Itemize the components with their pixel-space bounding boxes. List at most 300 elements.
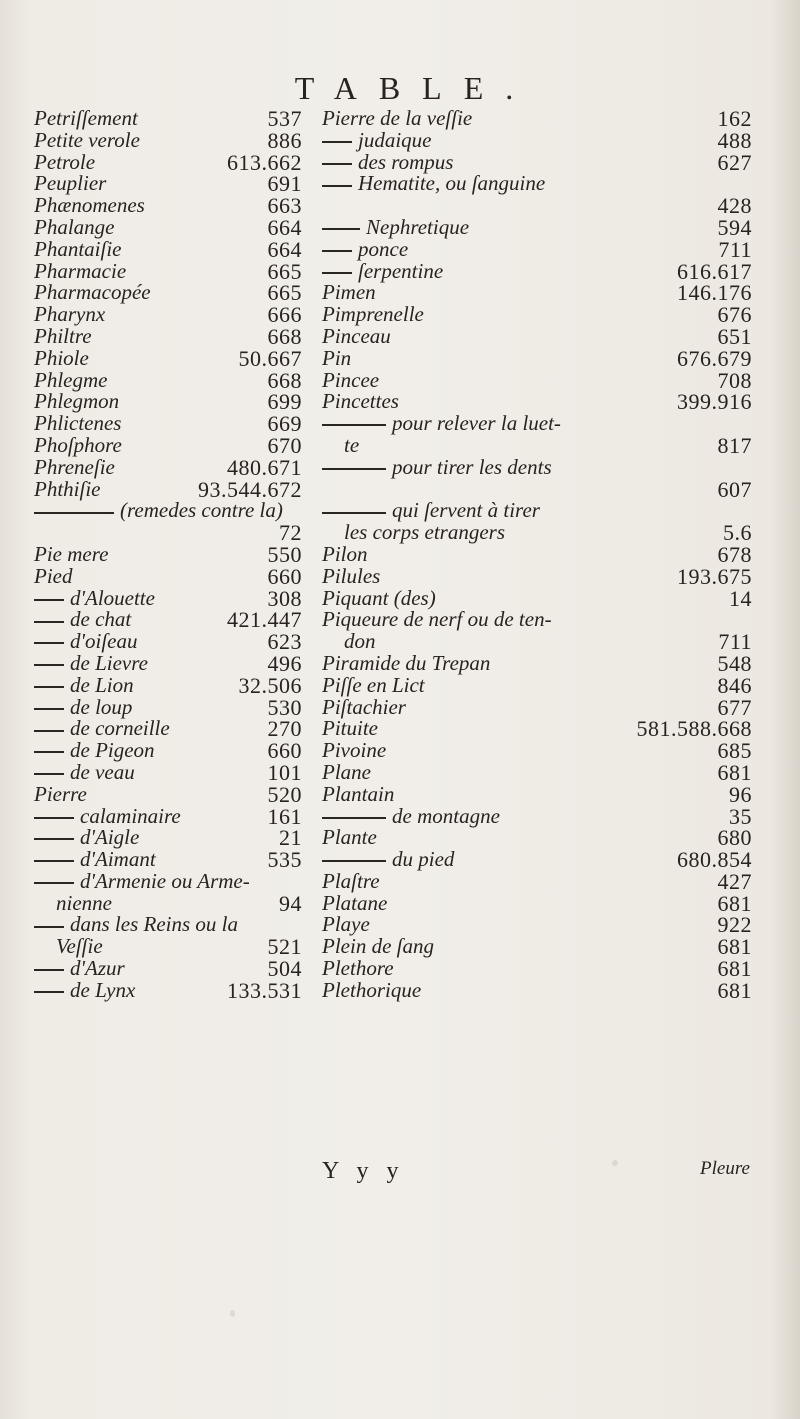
index-entry [34,304,302,326]
page-reference: 607 [717,476,752,502]
entry-term [322,541,368,566]
entry-term-text: Playe [322,912,370,937]
entry-term [34,849,156,871]
entry-term-text: pour tirer les dents [392,454,552,479]
page-reference: 520 [267,781,302,807]
index-entry [34,890,302,916]
entry-term-text: de Lievre [70,650,148,675]
index-entry [34,432,302,458]
page-reference: 32.506 [238,672,302,698]
entry-term [34,345,89,370]
page-reference: 428 [717,193,752,219]
entry-term-text: judaique [358,127,432,152]
index-entry [322,631,782,653]
entry-term-text: d'Alouette [70,585,155,610]
entry-term-text: Hematite, ou ſanguine [358,171,546,196]
index-entry [34,849,302,871]
entry-term-text: te [344,432,360,457]
entry-term [34,718,170,740]
entry-term-text: Pivoine [322,738,387,763]
entry-term-text: d'Aigle [80,825,140,850]
entry-term-text: Phlegme [34,367,108,392]
ditto-dash [34,838,74,840]
entry-term-text: Plane [322,759,371,784]
right-index-column [322,108,782,1002]
entry-term-text: Plaſtre [322,868,380,893]
ink-spot [612,1160,618,1166]
page-reference: 699 [267,389,302,415]
entry-term [322,304,424,326]
index-entry [322,585,782,611]
ditto-dash [322,228,360,230]
page-reference: 21 [279,825,302,851]
index-entry [322,304,782,326]
page-reference: 670 [267,432,302,458]
page-reference: 537 [267,106,302,131]
index-entry [34,694,302,720]
index-entry [322,781,782,807]
entry-term-text: de Lynx [70,977,136,1002]
entry-term-text: de corneille [70,716,170,741]
entry-term [34,432,122,457]
entry-term [34,282,151,304]
entry-term [34,650,148,675]
entry-term [322,345,352,370]
index-entry [34,936,302,958]
page-reference: 94 [279,890,302,916]
entry-term [34,236,122,261]
index-entry [34,718,302,740]
page-reference: 308 [267,585,302,611]
entry-term [322,323,391,348]
ditto-dash [322,272,352,274]
index-entry [322,432,782,458]
entry-term [322,500,540,522]
entry-term [34,541,109,566]
page-reference: 627 [717,149,752,175]
entry-term [34,258,127,283]
entry-term [322,914,370,936]
entry-term [34,563,73,588]
page-reference: 521 [267,934,302,960]
entry-term-text: Phiole [34,345,89,370]
entry-term [34,195,145,217]
entry-term-text: dans les Reins ou la [70,912,238,937]
page-reference: 96 [729,781,752,807]
signature-mark: Y y y [322,1158,405,1184]
page-reference: 35 [729,803,752,829]
page-reference: 623 [267,629,302,655]
index-entry [322,323,782,349]
index-entry [322,609,782,631]
entry-term-text: Piſſe en Lict [322,672,425,697]
page-reference: 193.675 [677,563,752,589]
index-entry [34,195,302,217]
index-entry [322,849,782,871]
ditto-dash [34,926,64,928]
ditto-dash [34,664,64,666]
index-entry [322,650,782,676]
index-entry [34,258,302,284]
entry-term-text: Pharmacopée [34,280,151,305]
entry-term-text: Plethorique [322,977,422,1002]
index-entry [34,781,302,807]
index-entry [34,541,302,567]
page-reference: 93.544.672 [198,476,302,502]
entry-term [322,694,406,719]
index-entry [322,890,782,916]
ditto-dash [34,621,64,623]
entry-term-text: Phænomenes [34,193,145,218]
page-reference: 504 [267,956,302,982]
index-entry [34,282,302,304]
index-entry [322,173,782,195]
entry-term-text: Philtre [34,323,92,348]
entry-term [322,585,436,610]
index-entry [34,413,302,435]
entry-term-text: Pincettes [322,389,399,414]
page-reference: 922 [717,912,752,938]
ditto-dash [34,817,74,819]
ditto-dash [34,708,64,710]
entry-term-text: de Lion [70,672,134,697]
entry-term [322,108,472,130]
entry-term [34,391,119,413]
entry-term [322,258,444,283]
index-entry [34,803,302,829]
page-reference: 680 [717,825,752,851]
ditto-dash [34,991,64,993]
entry-term-text: Phreneſie [34,454,115,479]
index-entry [322,759,782,785]
page-reference: 270 [267,716,302,742]
page-reference: 594 [717,214,752,240]
page-reference: 676 [717,302,752,328]
ditto-dash [34,751,64,753]
page-reference: 146.176 [677,280,752,306]
page-reference: 817 [717,432,752,458]
entry-term [34,631,137,653]
entry-term-text: Pierre de la veſſie [322,106,473,130]
entry-term-text: Pharynx [34,302,106,327]
page-reference: 581.588.668 [636,716,752,742]
index-entry [322,236,782,262]
entry-term-text: des rompus [358,149,454,174]
entry-term [34,476,101,501]
page-reference: 846 [717,672,752,698]
entry-term-text: Petrole [34,149,96,174]
index-entry [322,258,782,284]
entry-term-text: Pinceau [322,323,391,348]
page-reference: 681 [717,934,752,960]
entry-term-text: Phantaiſie [34,236,122,261]
entry-term-text: Piqueure de nerf ou de ten- [322,607,552,632]
entry-term [322,149,454,174]
page-reference: 708 [717,367,752,393]
index-entry [322,868,782,894]
index-entry [34,345,302,371]
page-reference: 616.617 [677,258,752,284]
entry-term-text: Pilon [322,541,368,566]
entry-term [322,650,491,675]
index-entry [34,958,302,980]
page-reference: 664 [267,214,302,240]
entry-term [34,304,105,326]
entry-term-text: (remedes contre la) [120,498,283,523]
ditto-dash [34,642,64,644]
entry-term [322,977,422,1002]
index-entry [34,868,302,893]
ditto-dash [34,512,114,514]
entry-term [34,694,133,719]
entry-term [322,391,399,413]
index-entry [34,214,302,240]
entry-term-text: Piramide du Trepan [322,650,491,675]
page-reference: 421.447 [227,607,302,633]
index-entry [34,149,302,175]
index-entry [34,585,302,611]
page-reference: 399.916 [677,389,752,415]
entry-term-text: Phalange [34,214,115,239]
left-index-column [34,108,302,1002]
page-reference: 681 [717,759,752,785]
page-reference: 665 [267,280,302,306]
index-entry [34,236,302,262]
index-entry [322,541,782,567]
page-reference: 711 [718,236,752,262]
entry-term-text: d'Armenie ou Arme- [80,868,250,893]
index-entry [322,740,782,762]
index-entry [34,759,302,785]
entry-term-text: ponce [358,236,409,261]
entry-term [34,149,96,174]
ditto-dash [34,730,64,732]
entry-term-text: pour relever la luet- [392,411,561,436]
entry-term [322,936,434,958]
page-reference: 886 [267,127,302,153]
entry-term [322,781,395,806]
index-entry [322,454,782,479]
index-entry [322,672,782,698]
entry-term [34,367,108,392]
entry-term [322,868,380,893]
ditto-dash [34,773,64,775]
index-entry [34,500,302,522]
page-reference: 676.679 [677,345,752,371]
index-entry [322,977,782,1003]
entry-term [322,827,377,849]
ditto-dash [322,250,352,252]
page-reference: 660 [267,563,302,589]
page-reference: 427 [717,868,752,894]
page-reference: 50.667 [238,345,302,371]
index-entry [322,367,782,393]
entry-term-text: Phlegmon [34,389,120,414]
entry-term [34,868,250,893]
entry-term-text: Pilules [322,563,381,588]
entry-term-text: Pimen [322,280,376,305]
ditto-dash [322,860,386,862]
ditto-dash [322,185,352,187]
entry-term [34,609,131,631]
index-entry [34,127,302,153]
ditto-dash [34,686,64,688]
index-entry [322,345,782,371]
index-entry [322,803,782,829]
index-entry [34,914,302,936]
entry-term [322,127,432,152]
index-entry [322,718,782,740]
entry-term-text: Pie mere [34,541,109,566]
index-entry [34,476,302,502]
page-reference: 133.531 [227,977,302,1003]
entry-term-text: ſerpentine [358,258,444,283]
entry-term-text: d'Azur [70,956,125,981]
page-reference: 677 [717,694,752,720]
index-entry [34,631,302,653]
entry-term [56,890,112,915]
entry-term-text: les corps etrangers [344,520,505,545]
page-reference: 480.671 [227,454,302,480]
entry-term [34,585,155,610]
index-entry [34,367,302,393]
page-reference: 530 [267,694,302,720]
entry-term [34,173,106,195]
index-entry [322,914,782,936]
page-reference: 651 [717,323,752,349]
entry-term-text: Phoſphore [34,432,122,457]
index-entry [34,740,302,762]
catchword: Pleure [700,1158,750,1179]
entry-term [322,958,394,980]
page-reference: 550 [267,541,302,567]
index-entry [322,282,782,304]
entry-term-text: Veſſie [56,934,103,959]
index-entry [322,149,782,175]
page-reference: 488 [717,127,752,153]
page-reference: 14 [729,585,752,611]
entry-term [34,958,125,980]
entry-term [322,173,545,195]
page-reference: 668 [267,367,302,393]
ditto-dash [322,424,386,426]
index-entry [34,454,302,480]
page-reference: 669 [267,411,302,437]
entry-term [322,214,470,239]
entry-term [34,759,135,784]
ditto-dash [34,969,64,971]
entry-term-text: Plantain [322,781,395,806]
ditto-dash [322,163,352,165]
entry-term-text: Plethore [322,956,394,981]
entry-term-text: Pharmacie [34,258,127,283]
entry-term-text: Piquant (des) [322,585,436,610]
index-entry [322,108,782,130]
index-entry [34,391,302,413]
entry-term-text: Pierre [34,781,87,806]
entry-term-text: Piſtachier [322,694,406,719]
page-reference: 691 [267,171,302,197]
index-entry [322,958,782,980]
page-reference: 666 [267,302,302,328]
ditto-dash [322,468,386,470]
entry-term [34,827,139,849]
page-reference: 613.662 [227,149,302,175]
index-entry [322,563,782,589]
page-reference: 72 [279,520,302,546]
entry-term-text: Petriſſement [34,106,138,130]
index-entry [34,672,302,698]
index-entry [322,127,782,153]
entry-term [322,718,378,740]
entry-term [34,781,87,806]
ink-spot [230,1310,235,1317]
entry-term-text: de loup [70,694,133,719]
entry-term [322,563,381,588]
index-entry [322,500,782,522]
entry-term-text: de montagne [392,803,500,828]
ditto-dash [322,817,386,819]
entry-term [344,522,505,544]
page-reference: 664 [267,236,302,262]
entry-term [34,500,283,522]
index-entry [34,609,302,631]
entry-term [34,914,238,936]
entry-term [34,977,136,1002]
entry-term [322,803,500,828]
entry-term [322,367,380,392]
entry-term-text: Pied [34,563,73,588]
ditto-dash [322,141,352,143]
entry-term-text: qui ſervent à tirer [392,498,540,523]
index-entry [322,936,782,958]
ditto-dash [34,860,74,862]
index-entry [34,977,302,1003]
index-entry [322,214,782,240]
entry-term [344,432,360,457]
page-reference: 548 [717,650,752,676]
entry-term [34,127,140,152]
entry-term-text: Plante [322,825,377,850]
entry-term-text: d'oiſeau [70,629,138,654]
index-entry [322,522,782,544]
entry-term [322,890,388,915]
page-reference: 681 [717,977,752,1003]
entry-term-text: Phthiſie [34,476,101,501]
entry-term-text: Pituite [322,716,378,741]
entry-term-text: calaminaire [80,803,181,828]
ditto-dash [34,599,64,601]
page-reference: 535 [267,847,302,873]
page-reference: 162 [717,106,752,131]
entry-term [56,936,103,958]
entry-term-text: Nephretique [366,214,470,239]
index-entry [34,563,302,589]
page-reference: 668 [267,323,302,349]
index-entry [34,650,302,676]
entry-term-text: Phlictenes [34,411,122,436]
entry-term [322,849,454,871]
entry-term-text: don [344,629,376,654]
page-reference: 663 [267,193,302,219]
entry-term [322,236,409,261]
index-entry [34,108,302,130]
entry-term-text: d'Aimant [80,847,156,872]
page-reference: 680.854 [677,847,752,873]
entry-term-text: Peuplier [34,171,107,196]
index-entry [34,323,302,349]
page-reference: 681 [717,956,752,982]
